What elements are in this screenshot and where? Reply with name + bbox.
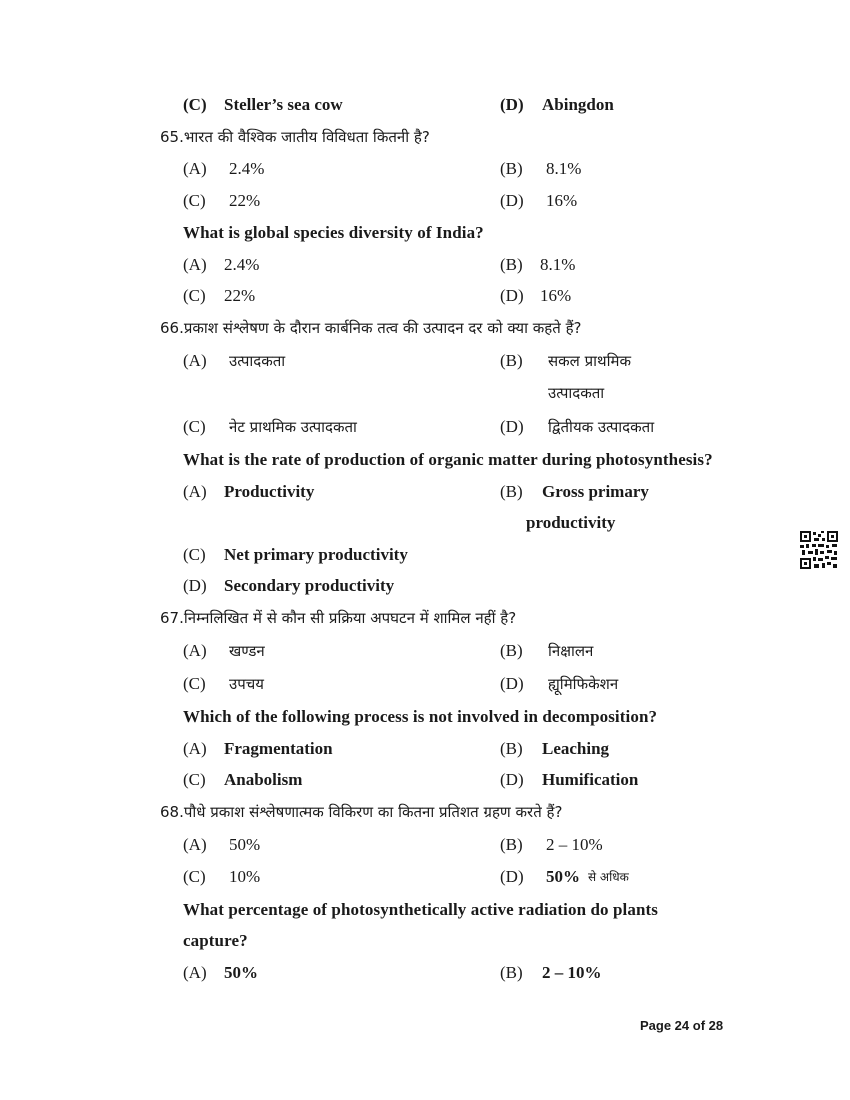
option-text: Fragmentation [224, 739, 333, 758]
option-text: 50% [224, 963, 258, 982]
option-label: (D) [500, 417, 524, 436]
q67-hindi-options-ab [0, 636, 850, 666]
option-text: Gross primary [542, 482, 649, 501]
q68-hindi-options-ab [0, 830, 850, 860]
option-text: productivity [526, 513, 616, 532]
q66-english-question [0, 445, 850, 475]
q67-english-question [0, 702, 850, 732]
option-text: 50% [229, 835, 261, 854]
option-label: (C) [183, 417, 206, 436]
option-label: (B) [500, 641, 523, 660]
option-label: (D) [500, 286, 524, 305]
option-label: (C) [183, 286, 206, 305]
question-text: 68.पौधे प्रकाश संश्लेषणात्मक विकिरण का कितना प्रतिशत ग्रहण करते हैं? [160, 803, 563, 821]
option-label: (B) [500, 482, 523, 501]
option-text: 10% [229, 867, 261, 886]
option-label: (A) [183, 351, 207, 370]
q65-hindi-options-cd [0, 186, 850, 216]
question-text: 65.भारत की वैश्विक जातीय विविधता कितनी है? [160, 128, 430, 146]
option-text-suffix: से अधिक [588, 870, 629, 884]
q66-english-option-c [0, 540, 850, 570]
option-text: ह्यूमिफिकेशन [548, 675, 619, 693]
option-text: Leaching [542, 739, 610, 758]
option-text: 22% [229, 191, 261, 210]
option-label: (B) [500, 351, 523, 370]
q67-hindi-options-cd [0, 669, 850, 699]
option-text: 8.1% [546, 159, 582, 178]
q68-english-question-line1 [0, 895, 850, 925]
question-text: What percentage of photosynthetically active radiation do plants [183, 900, 658, 919]
q66-hindi-question [0, 313, 850, 343]
option-text: Anabolism [224, 770, 303, 789]
q66-english-option-b-cont [0, 508, 850, 538]
option-text: Productivity [224, 482, 315, 501]
q67-english-options-ab [0, 734, 850, 764]
option-text: उत्पादकता [229, 352, 286, 370]
q65-hindi-options-ab [0, 154, 850, 184]
option-label: (B) [500, 739, 523, 758]
q64-options-row-cd [0, 90, 850, 120]
qr-code-icon [799, 530, 839, 570]
q66-english-options-ab [0, 477, 850, 507]
q67-hindi-question [0, 603, 850, 633]
question-text: capture? [183, 931, 248, 950]
option-text: द्वितीयक उत्पादकता [548, 418, 655, 436]
option-text: उत्पादकता [548, 384, 605, 402]
question-text: What is global species diversity of India? [183, 223, 484, 242]
option-label: (D) [500, 770, 524, 789]
option-label: (A) [183, 835, 207, 854]
option-text: Secondary productivity [224, 576, 395, 595]
option-label: (B) [500, 963, 523, 982]
option-text: 50% [546, 867, 580, 886]
q65-english-options-cd [0, 281, 850, 311]
option-text: Net primary productivity [224, 545, 408, 564]
q68-english-question-line2 [0, 926, 850, 956]
option-text: Abingdon [542, 95, 614, 114]
option-label: (A) [183, 641, 207, 660]
q65-english-question [0, 218, 850, 248]
q66-hindi-options-cd [0, 412, 850, 442]
option-label: (C) [183, 191, 206, 210]
question-text: 66.प्रकाश संश्लेषण के दौरान कार्बनिक तत्व की उत्पादन दर को क्या कहते हैं? [160, 319, 582, 337]
option-text: 2.4% [224, 255, 260, 274]
q66-hindi-options-ab [0, 346, 850, 376]
option-label: (D) [500, 191, 524, 210]
option-text: नेट प्राथमिक उत्पादकता [229, 418, 357, 436]
q65-english-options-ab [0, 250, 850, 280]
option-text: सकल प्राथमिक [548, 352, 631, 370]
option-text: 2 – 10% [542, 963, 602, 982]
page-number: Page 24 of 28 [640, 1018, 724, 1033]
option-label: (A) [183, 482, 207, 501]
option-label: (C) [183, 95, 207, 114]
q65-hindi-question [0, 122, 850, 152]
option-text: 8.1% [540, 255, 576, 274]
option-label: (C) [183, 867, 206, 886]
option-label: (D) [500, 867, 524, 886]
option-label: (D) [500, 674, 524, 693]
question-text: Which of the following process is not involved in decomposition? [183, 707, 658, 726]
q68-hindi-options-cd [0, 862, 850, 892]
q68-english-options-ab [0, 958, 850, 988]
option-text: निक्षालन [548, 642, 594, 660]
option-label: (A) [183, 255, 207, 274]
option-label: (C) [183, 674, 206, 693]
option-text: Steller’s sea cow [224, 95, 343, 114]
option-label: (C) [183, 770, 206, 789]
option-label: (D) [183, 576, 207, 595]
q67-english-options-cd [0, 765, 850, 795]
option-label: (A) [183, 739, 207, 758]
q66-hindi-option-b-cont [0, 378, 850, 408]
option-label: (B) [500, 835, 523, 854]
option-label: (C) [183, 545, 206, 564]
option-text: खण्डन [229, 642, 265, 660]
option-text: 2 – 10% [546, 835, 603, 854]
option-label: (A) [183, 963, 207, 982]
option-text: 16% [540, 286, 572, 305]
q68-hindi-question [0, 797, 850, 827]
option-label: (A) [183, 159, 207, 178]
option-text: 22% [224, 286, 256, 305]
option-text: 16% [546, 191, 578, 210]
option-text: 2.4% [229, 159, 265, 178]
question-text: 67.निम्नलिखित में से कौन सी प्रक्रिया अपघटन में शामिल नहीं है? [160, 609, 517, 627]
option-label: (B) [500, 159, 523, 178]
option-text: उपचय [229, 675, 264, 693]
option-text: Humification [542, 770, 639, 789]
option-label: (D) [500, 95, 524, 114]
question-text: What is the rate of production of organic matter during photosynthesis? [183, 450, 713, 469]
q66-english-option-d [0, 571, 850, 601]
option-label: (B) [500, 255, 523, 274]
